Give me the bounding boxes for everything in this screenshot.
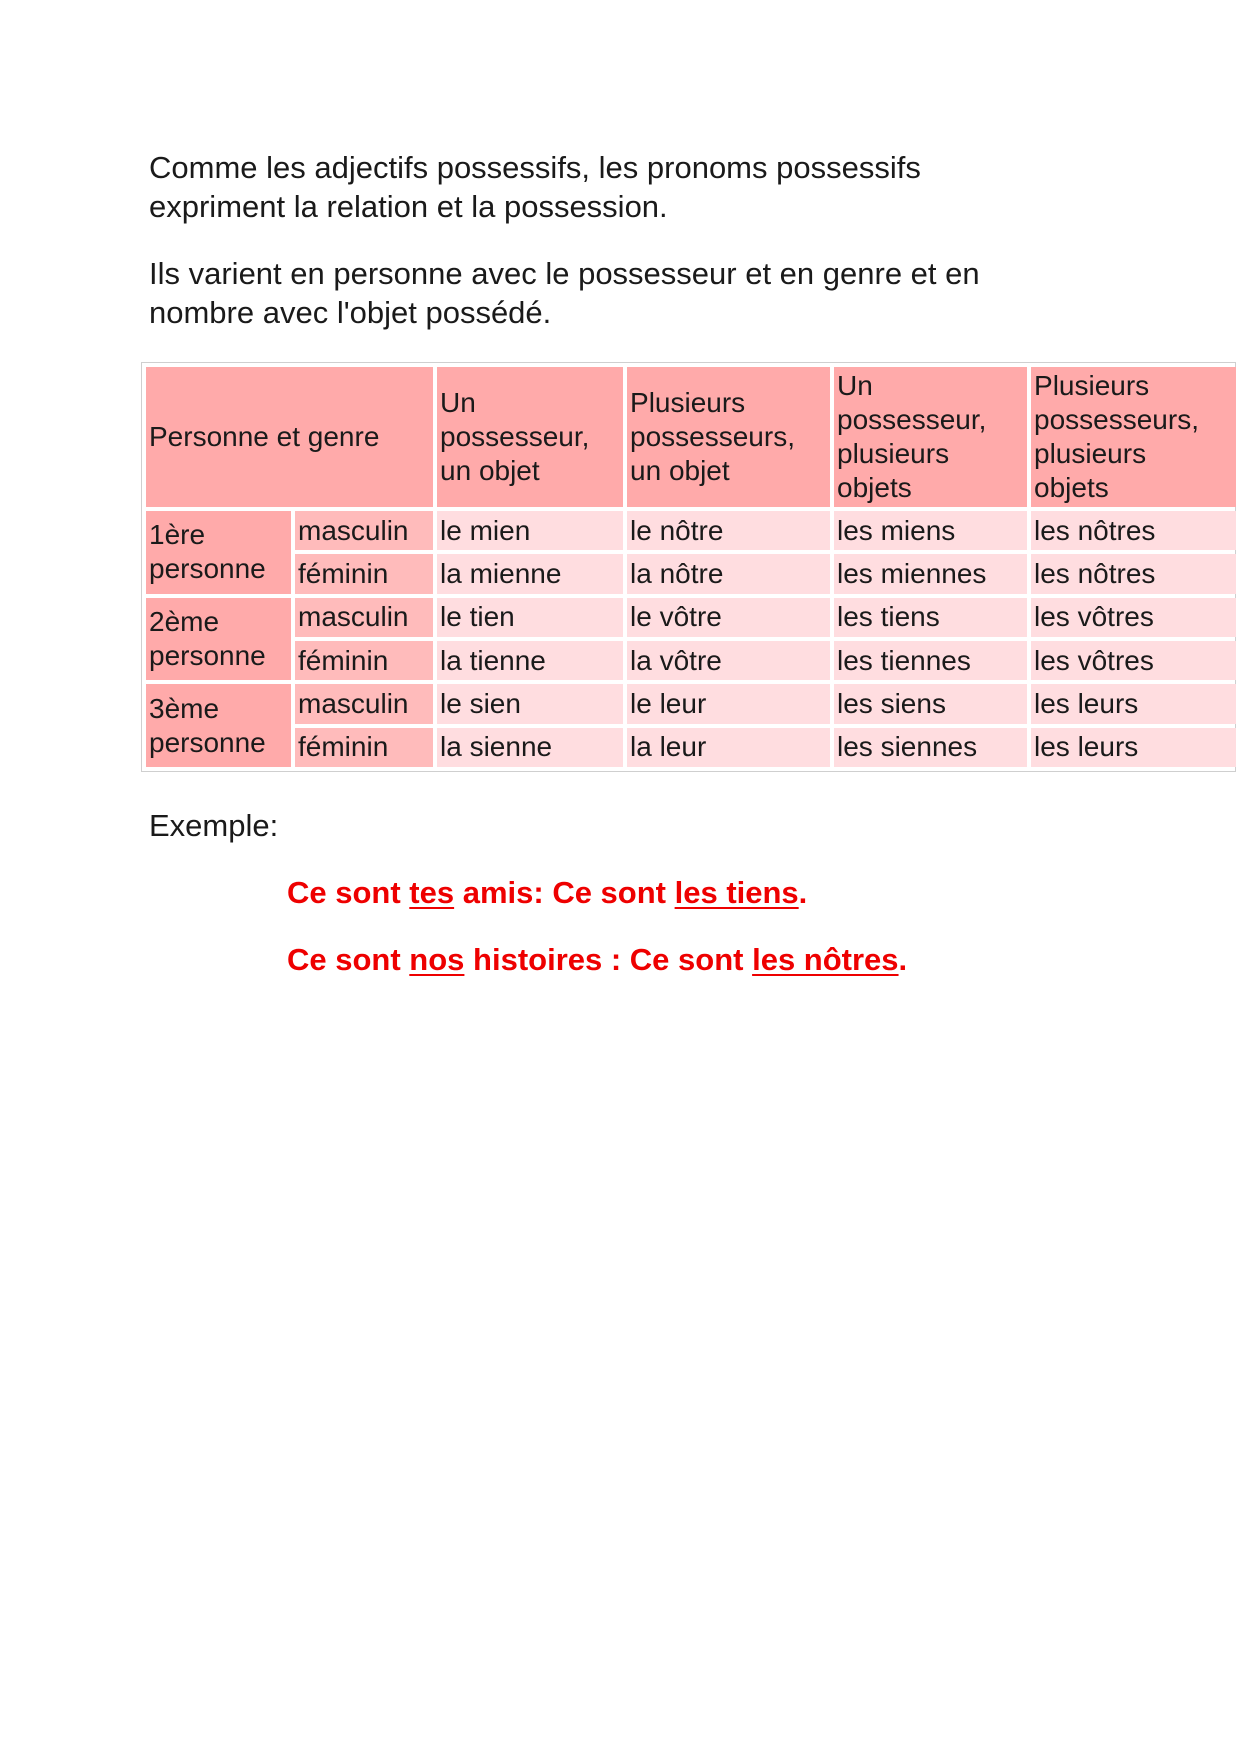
person-label-line: 3ème	[149, 692, 220, 724]
example-underlined-text: les tiens	[674, 875, 799, 910]
header-text-line: un objet	[630, 455, 730, 486]
genre-cell: féminin	[295, 641, 433, 680]
table-row	[146, 684, 1236, 723]
pronoun-cell: la sienne	[437, 728, 623, 767]
pronoun-cell: les miennes	[834, 554, 1027, 593]
person-label-line: personne	[149, 639, 266, 671]
header-text-line: objets	[1034, 472, 1109, 503]
pronoun-cell: le mien	[437, 511, 623, 550]
intro-paragraph-2	[149, 254, 1109, 332]
header-text-line: objets	[837, 472, 912, 503]
example-label: Exemple:	[149, 808, 279, 843]
header-text-line: possesseur,	[837, 404, 987, 435]
table-row	[146, 598, 1236, 637]
pronoun-cell: les vôtres	[1031, 641, 1236, 680]
table-row	[146, 554, 1236, 593]
pronoun-cell: les leurs	[1031, 684, 1236, 723]
example-text: Ce sont	[287, 875, 410, 910]
example-sentence-1	[287, 873, 807, 912]
table-row	[146, 728, 1236, 767]
person-label-line: 1ère	[149, 519, 206, 551]
pronoun-cell: les nôtres	[1031, 511, 1236, 550]
example-sentence-2	[287, 940, 907, 979]
example-text: histoires : Ce sont	[464, 942, 753, 977]
pronoun-cell: les tiennes	[834, 641, 1027, 680]
header-text-line: un objet	[440, 455, 540, 486]
example-underlined-text: nos	[409, 942, 465, 977]
pronoun-cell: les nôtres	[1031, 554, 1236, 593]
pronoun-cell: les siens	[834, 684, 1027, 723]
header-text-line: Un	[440, 387, 476, 418]
header-text-line: Un	[837, 370, 873, 401]
example-text: .	[898, 942, 908, 977]
genre-cell: féminin	[295, 728, 433, 767]
pronoun-cell: les miens	[834, 511, 1027, 550]
header-person-genre: Personne et genre	[146, 367, 433, 507]
pronoun-cell: les siennes	[834, 728, 1027, 767]
pronoun-cell: la nôtre	[627, 554, 830, 593]
possessive-pronouns-table	[142, 363, 1240, 771]
pronoun-cell: la tienne	[437, 641, 623, 680]
header-text-line: Plusieurs	[630, 387, 746, 418]
pronoun-cell: les tiens	[834, 598, 1027, 637]
header-text-line: plusieurs	[1034, 438, 1147, 469]
pronoun-cell: la vôtre	[627, 641, 830, 680]
pronoun-cell: les leurs	[1031, 728, 1236, 767]
example-underlined-text: les nôtres	[752, 942, 899, 977]
example-text: Ce sont	[287, 942, 410, 977]
person-label-line: personne	[149, 726, 266, 758]
pronoun-cell: le sien	[437, 684, 623, 723]
person-label-first	[146, 511, 291, 594]
genre-cell: masculin	[295, 684, 433, 723]
example-text: .	[798, 875, 808, 910]
person-label-second	[146, 598, 291, 681]
genre-cell: masculin	[295, 511, 433, 550]
pronoun-cell: le vôtre	[627, 598, 830, 637]
person-label-line: personne	[149, 553, 266, 585]
pronoun-cell: le leur	[627, 684, 830, 723]
header-text-line: possesseurs,	[630, 421, 795, 452]
intro-paragraph-2-line-2: nombre avec l'objet possédé.	[149, 295, 552, 330]
genre-cell: masculin	[295, 598, 433, 637]
intro-paragraph-1	[149, 148, 1109, 226]
header-text-line: Plusieurs	[1034, 370, 1150, 401]
genre-cell: féminin	[295, 554, 433, 593]
table-row	[146, 511, 1236, 550]
header-many-owners-one-object	[627, 367, 830, 507]
header-one-owner-one-object	[437, 367, 623, 507]
pronoun-cell: le nôtre	[627, 511, 830, 550]
example-underlined-text: tes	[409, 875, 455, 910]
person-label-line: 2ème	[149, 605, 220, 637]
header-text-line: possesseurs,	[1034, 404, 1199, 435]
header-one-owner-many-objects	[834, 367, 1027, 507]
intro-paragraph-2-line-1: Ils varient en personne avec le possesseur et en genre et en	[149, 256, 980, 291]
pronoun-cell: le tien	[437, 598, 623, 637]
intro-paragraph-1-line-2: expriment la relation et la possession.	[149, 189, 668, 224]
pronoun-cell: les vôtres	[1031, 598, 1236, 637]
possessive-pronouns-table-frame	[141, 362, 1236, 772]
table-row	[146, 641, 1236, 680]
intro-paragraph-1-line-1: Comme les adjectifs possessifs, les pronoms possessifs	[149, 150, 921, 185]
example-text: amis: Ce sont	[454, 875, 675, 910]
pronoun-cell: la leur	[627, 728, 830, 767]
header-text-line: possesseur,	[440, 421, 590, 452]
header-many-owners-many-objects	[1031, 367, 1236, 507]
pronoun-cell: la mienne	[437, 554, 623, 593]
header-text-line: plusieurs	[837, 438, 950, 469]
table-header-row	[146, 367, 1236, 507]
person-label-third	[146, 684, 291, 767]
